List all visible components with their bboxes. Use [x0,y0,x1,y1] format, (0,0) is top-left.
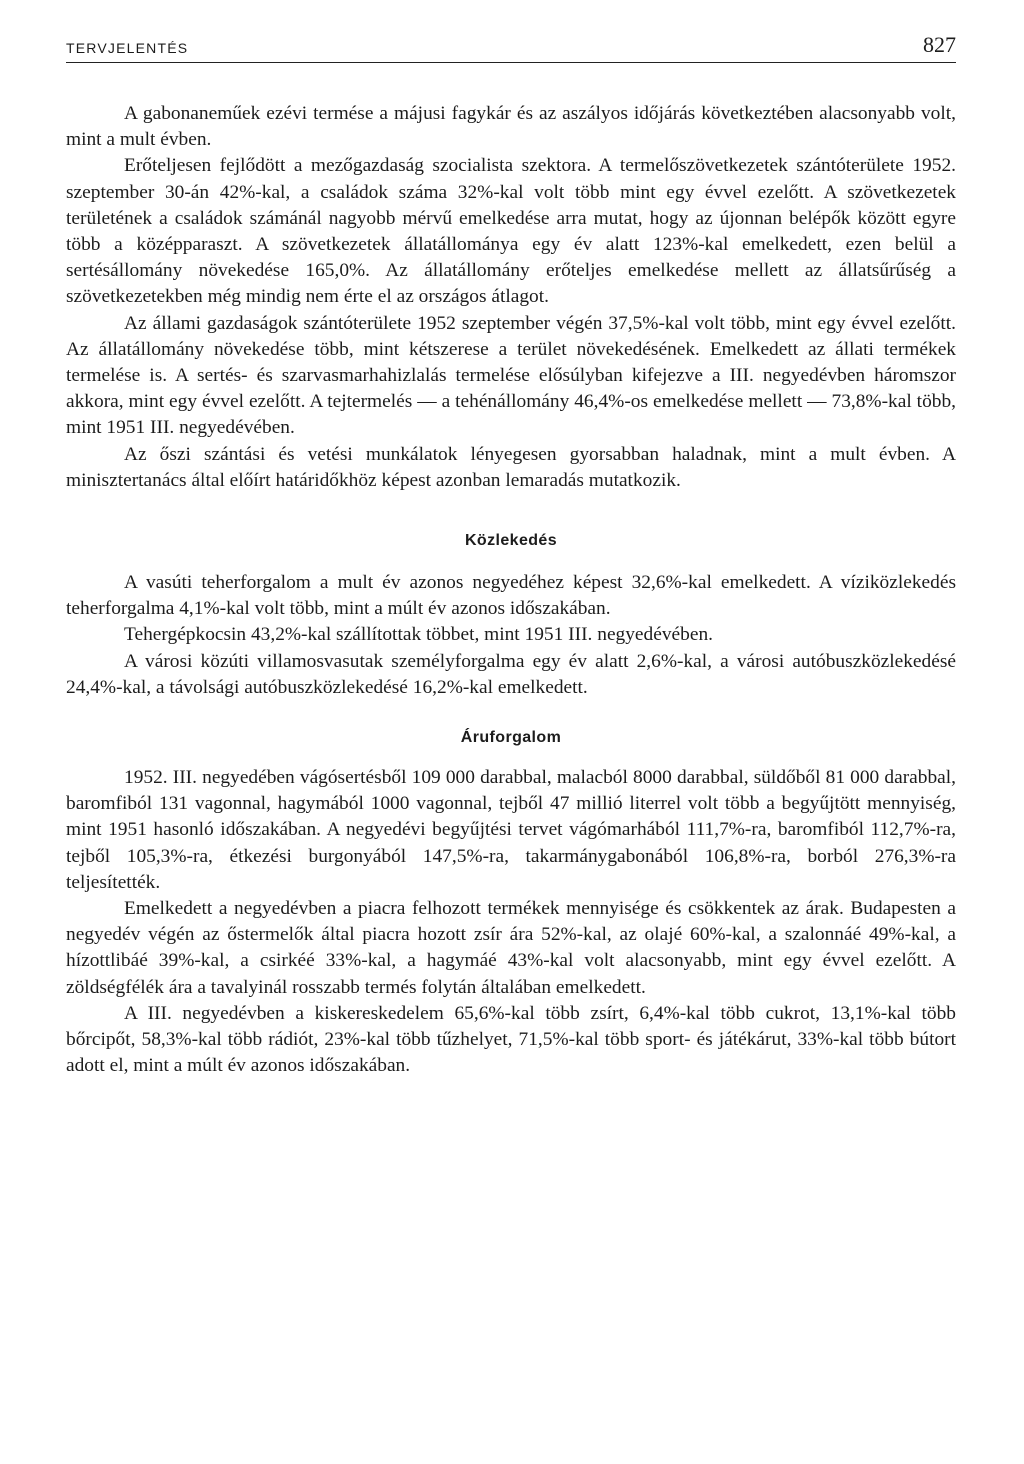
running-title: TERVJELENTÉS [66,40,189,56]
header-rule [66,62,956,63]
paragraph: A III. negyedévben a kiskereskedelem 65,6%-kal több zsírt, 6,4%-kal több cukrot, 13,1%-kal több bőrcipőt, 58,3%-kal több rádiót, 23%-kal több tűzhelyet, 71,5%-kal több sport- és játékárut, 33%-kal több bútort adott el, mint a múlt év azonos időszakában. [66,1002,956,1077]
paragraph: Tehergépkocsin 43,2%-kal szállítottak többet, mint 1951 III. negyedévében. [124,624,713,646]
section-heading-transport: Közlekedés [464,532,558,550]
document-page [66,34,956,1080]
paragraph: A vasúti teherforgalom a mult év azonos negyedéhez képest 32,6%-kal emelkedett. A víziközlekedés teherforgalma 4,1%-kal volt több, mint a múlt év azonos időszakában. [66,572,956,620]
section-transport [66,532,956,701]
section-trade [66,729,956,1079]
paragraph: Az állami gazdaságok szántóterülete 1952 szeptember végén 37,5%-kal volt több, mint egy évvel ezelőtt. Az állatállomány növekedése több, mint kétszerese a terület növekedésének. Emelkedett az állati termékek termelése is. A sertés- és szarvasmarhahizlalás termelése elősúlyban kifejezve a III. negyedévben háromszor akkora, mint egy évvel ezelőtt. A tejtermelés — a tehénállomány 46,4%-os emelkedése mellett — 73,8%-kal több, mint 1951 III. negyedévében. [66,312,956,439]
section-heading-trade: Áruforgalom [460,729,562,747]
paragraph: 1952. III. negyedében vágósertésből 109 000 darabbal, malacból 8000 darabbal, süldőből 81 000 darabbal, baromfiból 131 vagonnal, hagymából 1000 vagonnal, tejből 47 millió literrel volt több a begyűjtött mennyiség, mint 1951 hasonló időszakában. A negyedévi begyűjtési tervet vágómarhából 111,7%-ra, baromfiból 112,7%-ra, tejből 105,3%-ra, étkezési burgonyából 147,5%-ra, takarmánygabonából 106,8%-ra, borból 276,3%-ra teljesítették. [66,767,956,893]
paragraph: Emelkedett a negyedévben a piacra felhozott termékek mennyisége és csökkentek az árak. Budapesten a negyedév végén az őstermelők által piacra hozott zsír ára 52%-kal, az olajé 60%-kal, a szalonnáé 49%-kal, a hízottlibáé 39%-kal, a csirkéé 33%-kal, a hagymáé 43%-kal volt alacsonyabb, mint egy évvel ezelőtt. A zöldségfélék ára a tavalyinál rosszabb termés folytán általában emelkedett. [66,898,956,998]
paragraph: Erőteljesen fejlődött a mezőgazdaság szocialista szektora. A termelőszövetkezetek szántóterülete 1952. szeptember 30-án 42%-kal, a családok száma 32%-kal volt több mint egy évvel ezelőtt. A szövetkezetek területének a családok számánál nagyobb mérvű emelkedése arra mutat, hogy az újonnan belépők között egyre több a középparaszt. A szövetkezetek állatállománya egy év alatt 123%-kal emelkedett, ezen belül a sertésállomány növekedése 165,0%. Az állatállomány erőteljes emelkedése mellett az állatsűrűség a szövetkezetekben még mindig nem érte el az országos átlagot. [66,155,956,308]
section-agriculture [66,101,956,494]
page-number: 827 [923,32,956,57]
paragraph: A városi közúti villamosvasutak személyforgalma egy év alatt 2,6%-kal, a városi autóbuszközlekedésé 24,4%-kal, a távolsági autóbuszközlekedésé 16,2%-kal emelkedett. [66,650,956,698]
paragraph: Az őszi szántási és vetési munkálatok lényegesen gyorsabban haladnak, mint a mult évben. A minisztertanács által előírt határidőkhöz képest azonban lemaradás mutatkozik. [66,443,956,491]
paragraph: A gabonaneműek ezévi termése a májusi fagykár és az aszályos időjárás következtében alacsonyabb volt, mint a mult évben. [66,103,956,151]
running-header [66,34,956,56]
